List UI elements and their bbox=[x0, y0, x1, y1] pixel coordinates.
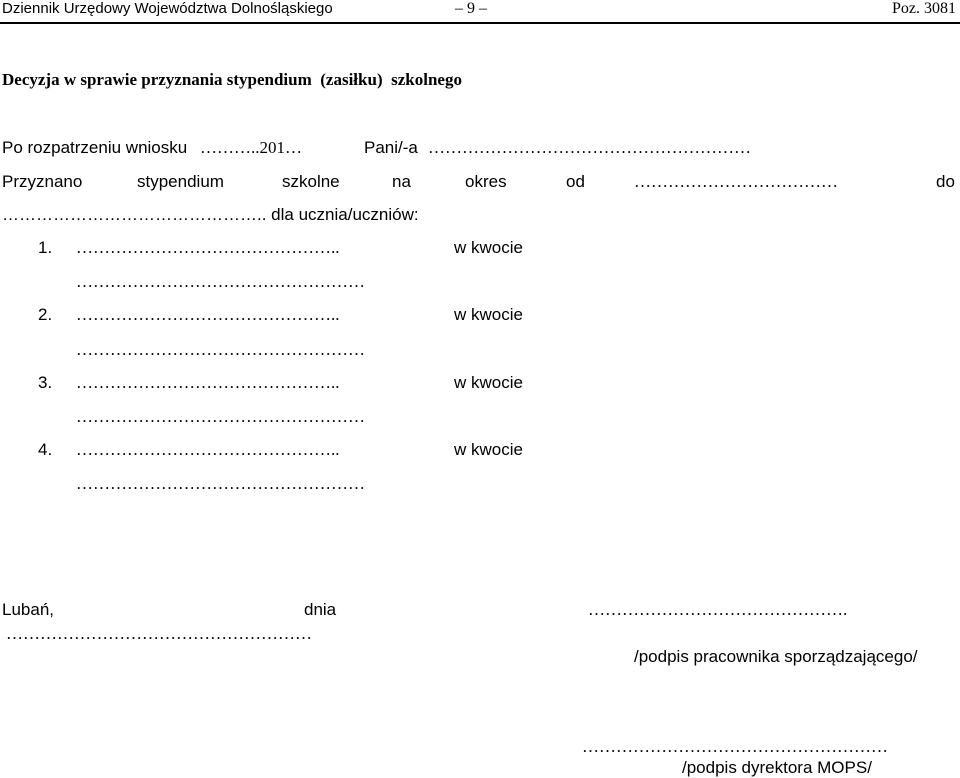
student-number: 3. bbox=[38, 373, 53, 392]
director-signature-field[interactable]: ……………………………………………… bbox=[582, 737, 888, 756]
applicant-label: Pani/-a bbox=[364, 138, 418, 157]
from-word: od bbox=[566, 172, 585, 191]
employee-signature-label: /podpis pracownika sporządzającego/ bbox=[634, 647, 918, 666]
school-word: szkolne bbox=[282, 172, 340, 191]
amount-field[interactable]: …………………………………………… bbox=[76, 474, 365, 493]
amount-field[interactable]: …………………………………………… bbox=[76, 272, 365, 291]
journal-title: Dziennik Urzędowy Województwa Dolnośląskiego bbox=[2, 0, 333, 17]
scholarship-word: stypendium bbox=[137, 172, 224, 191]
applicant-name-field[interactable]: ………………………………………………… bbox=[428, 138, 751, 157]
amount-label: w kwocie bbox=[454, 440, 523, 459]
amount-label: w kwocie bbox=[454, 305, 523, 324]
decision-title: Decyzja w sprawie przyznania stypendium (zasiłku) szkolnego bbox=[2, 70, 462, 89]
student-name-field[interactable]: ……………………………………….. bbox=[76, 440, 340, 459]
position-number: Poz. 3081 bbox=[892, 0, 956, 17]
date-label: dnia bbox=[304, 600, 337, 619]
director-signature-label: /podpis dyrektora MOPS/ bbox=[682, 758, 872, 777]
student-number: 2. bbox=[38, 305, 53, 324]
header-rule bbox=[0, 22, 960, 24]
student-number: 1. bbox=[38, 238, 53, 257]
for-word: na bbox=[392, 172, 411, 191]
period-from-field[interactable]: ……………………………… bbox=[634, 172, 838, 191]
date-field[interactable]: ……………………………………………… bbox=[6, 624, 312, 643]
application-date-field[interactable]: ………..201… bbox=[200, 138, 302, 157]
amount-label: w kwocie bbox=[454, 373, 523, 392]
student-name-field[interactable]: ……………………………………….. bbox=[76, 305, 340, 324]
amount-field[interactable]: …………………………………………… bbox=[76, 340, 365, 359]
place-name: Lubań, bbox=[2, 600, 54, 619]
period-word: okres bbox=[465, 172, 507, 191]
to-word: do bbox=[936, 172, 955, 191]
amount-label: w kwocie bbox=[454, 238, 523, 257]
student-name-field[interactable]: ……………………………………….. bbox=[76, 373, 340, 392]
period-to-and-students-label: ……………………………………….. dla ucznia/uczniów: bbox=[2, 205, 419, 224]
student-name-field[interactable]: ……………………………………….. bbox=[76, 238, 340, 257]
amount-field[interactable]: …………………………………………… bbox=[76, 407, 365, 426]
student-number: 4. bbox=[38, 440, 53, 459]
application-prefix: Po rozpatrzeniu wniosku bbox=[2, 138, 188, 157]
page-number: – 9 – bbox=[455, 0, 487, 17]
employee-signature-field[interactable]: ………………………………………. bbox=[588, 600, 848, 619]
granted-word: Przyznano bbox=[2, 172, 83, 191]
